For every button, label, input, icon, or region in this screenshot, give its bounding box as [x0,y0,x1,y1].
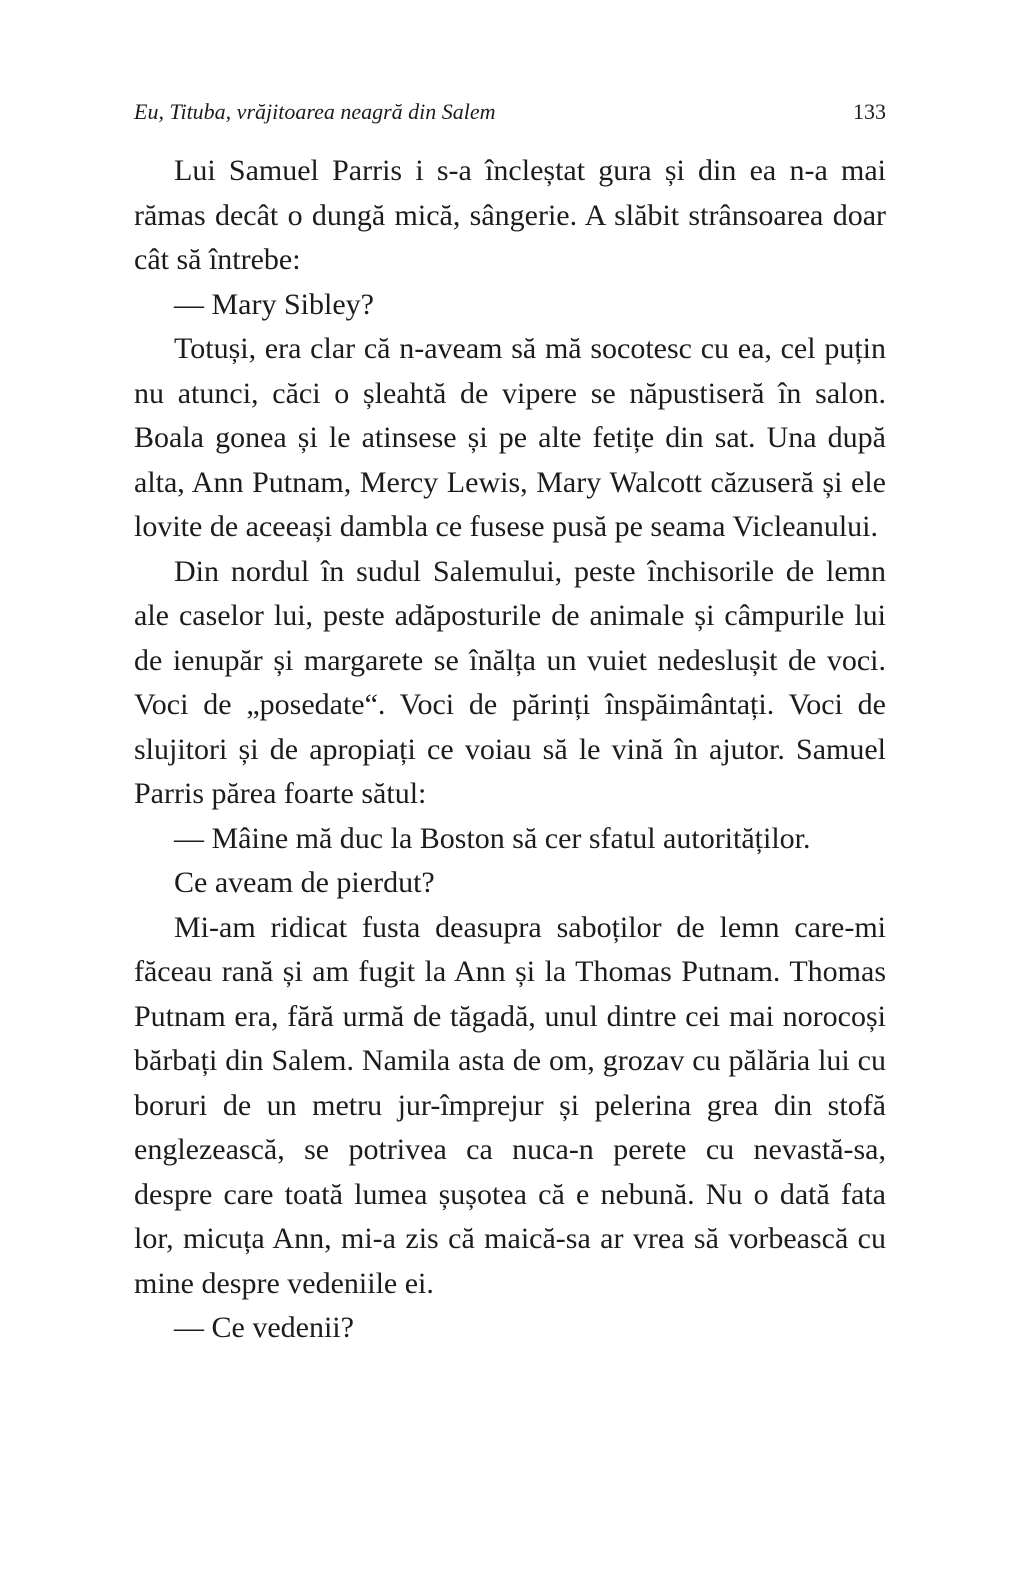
paragraph-1: Lui Samuel Parris i s-a încleștat gura și din ea n-a mai rămas decât o dungă mică, sângerie. A slăbit strânsoarea doar cât să întrebe: [134,154,886,276]
paragraph-4: Ce aveam de pierdut? [174,866,435,899]
paragraph-5: Mi-am ridicat fusta deasupra saboților de lemn care-mi făceau rană și am fugit la Ann și la Thomas Putnam. Thomas Putnam era, fără urmă de tăgadă, unul dintre cei mai norocoși bărbați din Salem. Namila asta de om, grozav cu pălăria lui cu boruri de un metru jur-împrejur și pelerina grea din stofă englezească, se potrivea ca nuca-n perete cu nevastă-sa, despre care toată lumea șușotea că e nebună. Nu o dată fata lor, micuța Ann, mi-a zis că maică-sa ar vrea să vorbească cu mine despre vedeniile ei. [134,910,886,1300]
dialogue-line-1: — Mary Sibley? [174,287,374,321]
book-title-header: Eu, Tituba, vrăjitoarea neagră din Salem [134,99,496,124]
paragraph-2: Totuși, era clar că n-aveam să mă socotesc cu ea, cel puțin nu atunci, căci o șleahtă de vipere se năpustiseră în salon. Boala gonea și le atinsese și pe alte fetițe din sat. Una după alta, Ann Putnam, Mercy Lewis, Mary Walcott căzuseră și ele lovite de aceeași dambla ce fusese pusă pe seama Vicleanului. [134,332,886,543]
dialogue-line-2: — Mâine mă duc la Boston să cer sfatul autorităților. [174,821,811,855]
dialogue-line-3: — Ce vedenii? [174,1311,354,1344]
paragraph-3: Din nordul în sudul Salemului, peste închisorile de lemn ale caselor lui, peste adăposturile de animale și câmpurile lui de ienupăr și margarete se înălța un vuiet nedeslușit de voci. Voci de „posedate“. Voci de părinți înspăimântați. Voci de slujitori și de apropiați ce voiau să le vină în ajutor. Samuel Parris părea foarte sătul: [134,554,886,810]
body-text [134,149,886,1351]
running-header [134,96,886,128]
page-number: 133 [853,99,886,124]
